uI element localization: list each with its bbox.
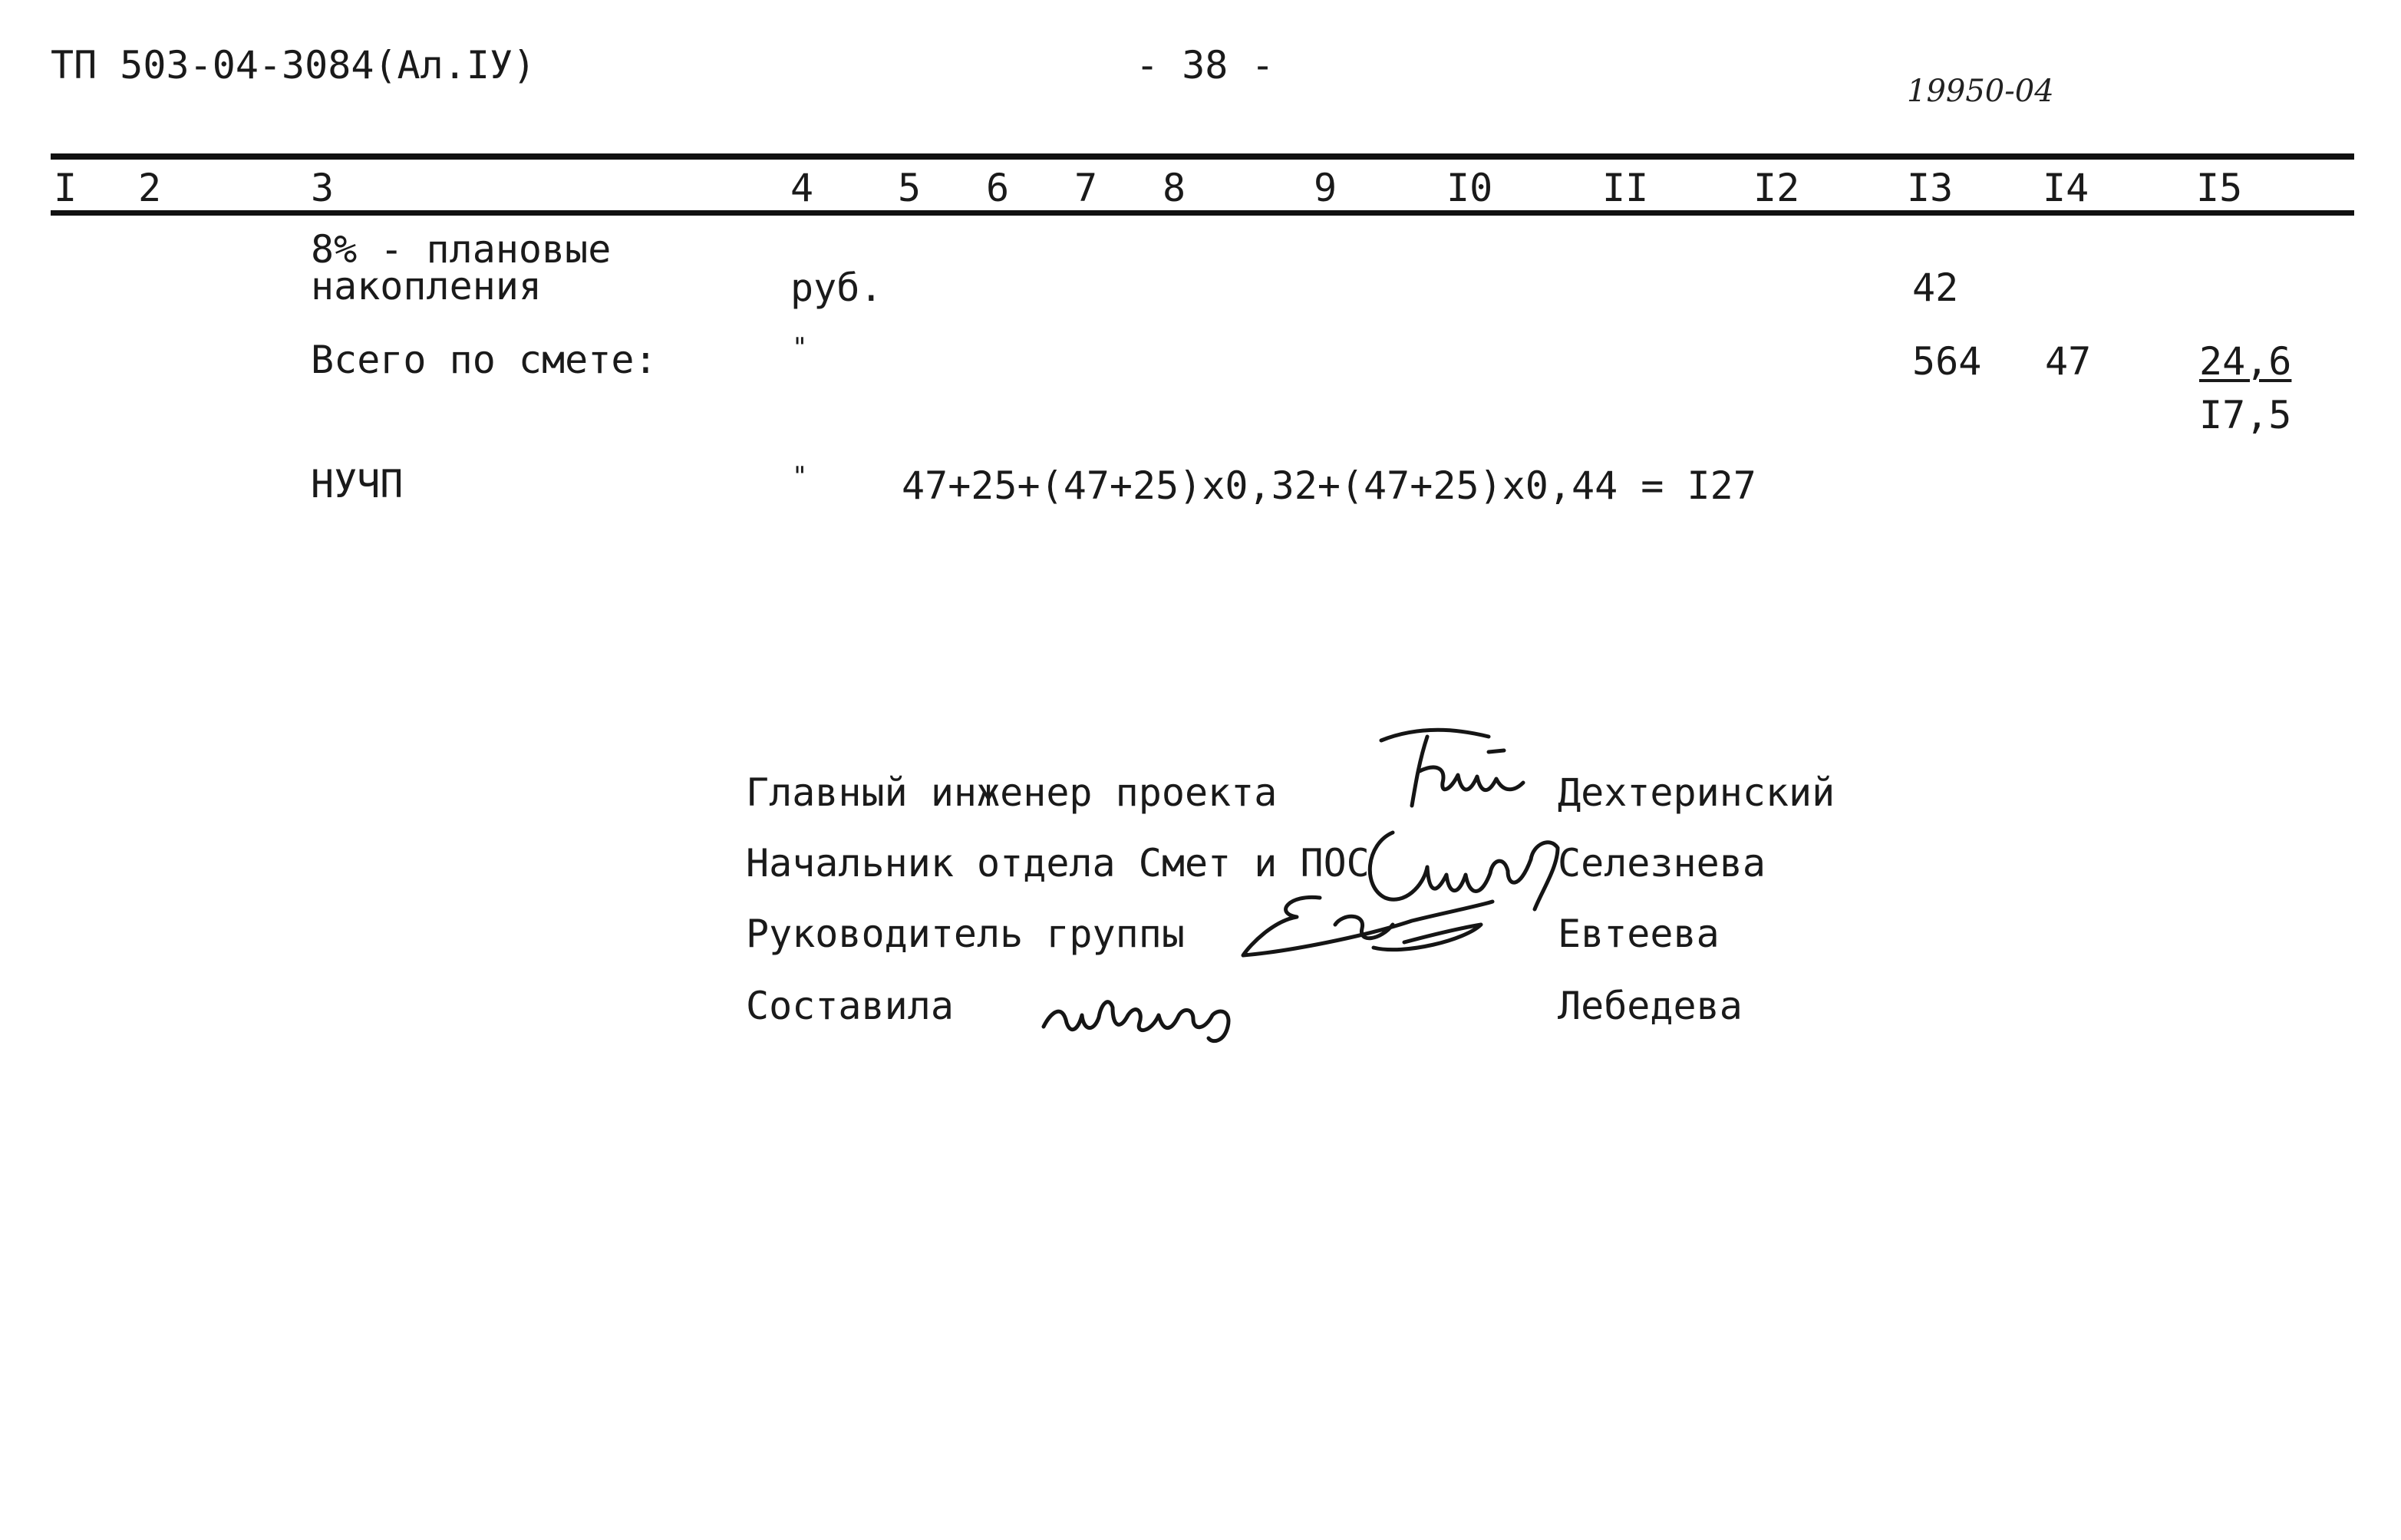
row-col14-value: 47 (2045, 339, 2092, 384)
signature-name: Лебедева (1558, 984, 1743, 1028)
column-number: 9 (1314, 166, 1337, 210)
column-number: I4 (2043, 166, 2089, 210)
column-number: 5 (898, 166, 922, 210)
signature-role: Составила (746, 984, 954, 1028)
document-code: ТП 503-04-3084(Ал.IУ) (51, 43, 536, 87)
inventory-number: 19950-04 (1907, 74, 2054, 109)
row-unit: руб. (790, 265, 883, 310)
signature-name: Селезнева (1558, 841, 1766, 885)
row-name: НУЧП (311, 462, 404, 506)
signature-role: Руководитель группы (746, 912, 1185, 956)
column-number: 6 (986, 166, 1010, 210)
table-header-bottom-rule (51, 210, 2354, 216)
page-number: - 38 - (1136, 43, 1275, 87)
column-number: I2 (1753, 166, 1800, 210)
column-number: 3 (311, 166, 335, 210)
row-name: 8% - плановые (311, 227, 612, 272)
column-number: I5 (2196, 166, 2243, 210)
column-number: 8 (1163, 166, 1186, 210)
row-col13-value: 564 (1912, 339, 1982, 384)
table-top-rule (51, 153, 2354, 160)
row-name: Всего по смете: (311, 338, 658, 382)
column-number: 4 (790, 166, 814, 210)
handwritten-signature (1036, 973, 1251, 1042)
column-number: I (54, 166, 78, 210)
signature-name: Дехтеринский (1558, 770, 1835, 815)
signature-role: Начальник отдела Смет и ПОС (746, 841, 1370, 885)
row-formula: 47+25+(47+25)x0,32+(47+25)x0,44 = I27 (902, 463, 1756, 508)
column-number: I3 (1907, 166, 1954, 210)
signature-name: Евтеева (1558, 912, 1720, 956)
row-col13-value: 42 (1912, 265, 1959, 310)
handwritten-signature (1228, 882, 1504, 967)
row-name-continued: накопления (311, 264, 543, 308)
ditto-mark: " (792, 461, 808, 492)
signature-role: Главный инженер проекта (746, 770, 1278, 815)
ditto-mark: " (792, 332, 808, 363)
column-number: 2 (138, 166, 162, 210)
row-col15-fraction-bottom: I7,5 (2199, 393, 2292, 437)
column-number: 7 (1074, 166, 1098, 210)
column-number: I0 (1446, 166, 1493, 210)
row-col15-fraction-top: 24,6 (2199, 339, 2292, 384)
handwritten-signature (1374, 721, 1542, 821)
column-number: II (1602, 166, 1649, 210)
